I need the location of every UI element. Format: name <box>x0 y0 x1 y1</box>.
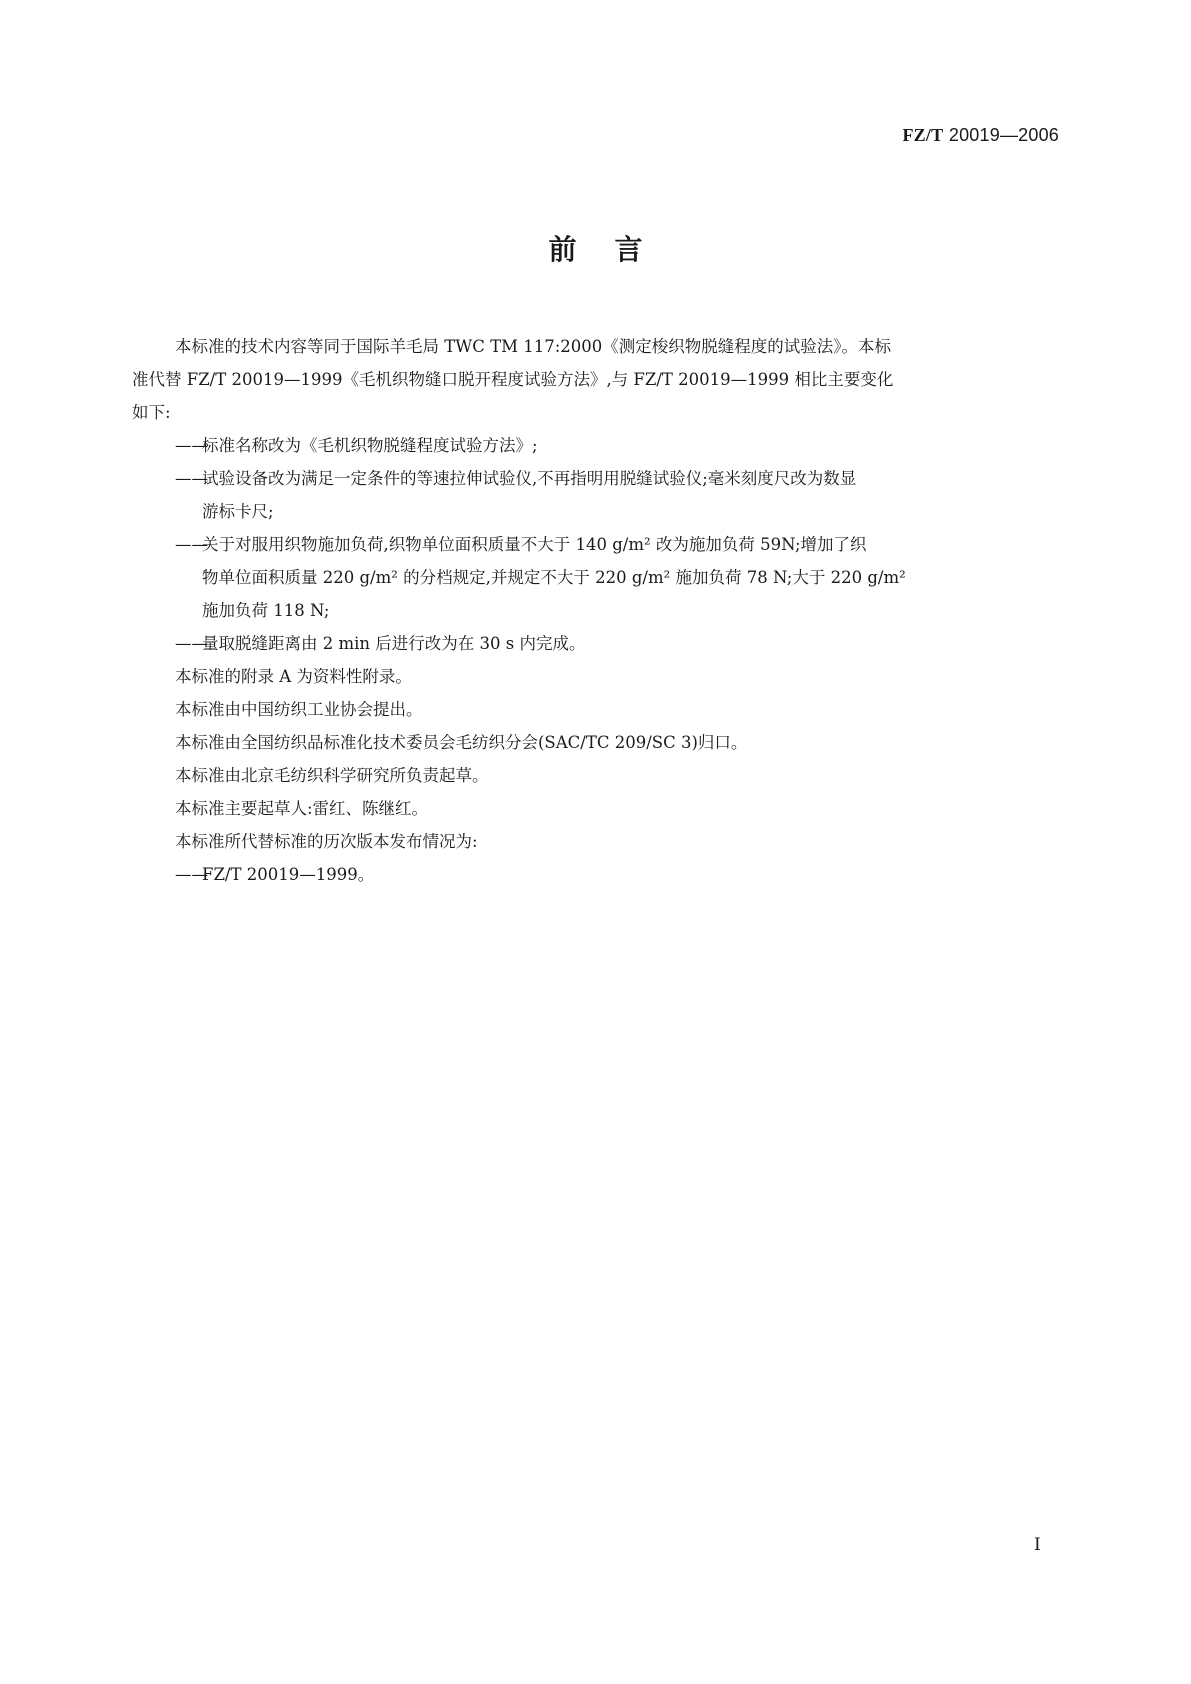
page-title: 前言 <box>548 233 681 266</box>
dash-marker: —— <box>175 469 208 488</box>
change-text: 施加负荷 118 N; <box>202 601 330 620</box>
intro-paragraph <box>132 330 1057 363</box>
previous-version-item <box>132 858 1057 891</box>
standard-code-prefix: FZ/T <box>902 125 944 145</box>
change-text: 关于对服用织物施加负荷,织物单位面积质量不大于 140 g/m² 改为施加负荷 59N;增加了织 <box>202 535 867 554</box>
statement: 本标准的附录 A 为资料性附录。 <box>175 667 412 686</box>
change-text: 物单位面积质量 220 g/m² 的分档规定,并规定不大于 220 g/m² 施加负荷 78 N;大于 220 g/m² <box>202 568 906 587</box>
statement: 本标准由中国纺织工业协会提出。 <box>175 700 423 719</box>
dash-marker: —— <box>175 535 208 554</box>
change-item <box>132 627 1057 660</box>
intro-line-1: 本标准的技术内容等同于国际羊毛局 TWC TM 117:2000《测定梭织物脱缝程度的试验法》。本标 <box>175 337 892 356</box>
previous-version-text: FZ/T 20019—1999。 <box>202 865 375 884</box>
change-text: 试验设备改为满足一定条件的等速拉伸试验仪,不再指明用脱缝试验仪;毫米刻度尺改为数显 <box>202 469 857 488</box>
statement: 本标准所代替标准的历次版本发布情况为: <box>175 832 478 851</box>
intro-line-3: 如下: <box>132 403 171 422</box>
dash-marker: —— <box>175 634 208 653</box>
change-text: 游标卡尺; <box>202 502 274 521</box>
intro-line-2: 准代替 FZ/T 20019—1999《毛机织物缝口脱开程度试验方法》,与 FZ/T 20019—1999 相比主要变化 <box>132 370 894 389</box>
standard-code-header <box>902 125 1059 146</box>
change-text: 量取脱缝距离由 2 min 后进行改为在 30 s 内完成。 <box>202 634 586 653</box>
statement: 本标准由全国纺织品标准化技术委员会毛纺织分会(SAC/TC 209/SC 3)归口。 <box>175 733 748 752</box>
dash-marker: —— <box>175 865 208 884</box>
intro-paragraph-cont <box>132 363 1057 429</box>
change-item <box>132 462 1057 528</box>
page-number: I <box>1034 1535 1041 1555</box>
standard-code-number: 20019—2006 <box>948 125 1059 145</box>
document-body <box>132 330 1057 891</box>
change-item <box>132 429 1057 462</box>
statement: 本标准由北京毛纺织科学研究所负责起草。 <box>175 766 489 785</box>
statement: 本标准主要起草人:雷红、陈继红。 <box>175 799 429 818</box>
dash-marker: —— <box>175 436 208 455</box>
change-text: 标准名称改为《毛机织物脱缝程度试验方法》; <box>202 436 538 455</box>
change-item <box>132 528 1057 627</box>
